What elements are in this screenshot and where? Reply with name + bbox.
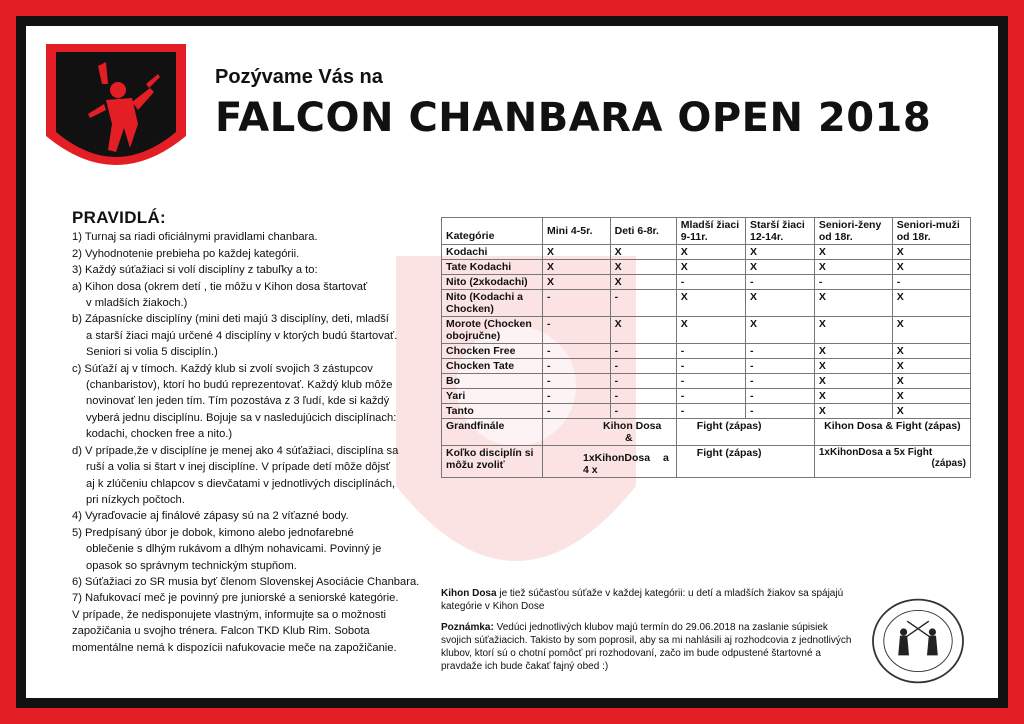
rule-line: momentálne nemá k dispozícii nafukovacie meče na zapožičanie.: [72, 641, 397, 654]
event-title: FALCON CHANBARA OPEN 2018: [215, 95, 932, 141]
table-cell: X: [543, 275, 611, 290]
rule-line: v mladších žiakoch.): [86, 297, 188, 310]
table-cell: X: [892, 245, 970, 260]
rule-line: zapožičania u svojho trénera. Falcon TKD Klub Rim. Sobota: [72, 625, 370, 638]
table-cell: X: [814, 359, 892, 374]
rule-line: aj k zlúčeniu chlapcov s dievčatami v jednotlivých disciplínách,: [86, 477, 396, 490]
organizer-note-label: Poznámka:: [441, 622, 494, 633]
table-cell: -: [610, 404, 676, 419]
count-row: [442, 446, 971, 478]
row-label: Koľko disciplín si môžu zvoliť: [442, 446, 543, 478]
table-cell: X: [543, 260, 611, 275]
rule-line: d) V prípade,že v disciplíne je menej ako 4 súťažiaci, disciplína sa: [72, 444, 399, 457]
table-cell: X: [676, 317, 745, 344]
rule-line: pri nízkych počtoch.: [86, 493, 185, 506]
table-row: [442, 389, 971, 404]
count-seniors-line1: 1xKihonDosa a 5x Fight: [818, 447, 933, 458]
rule-line: 4) Vyraďovacie aj finálové zápasy sú na 2 víťazné body.: [72, 510, 349, 523]
row-label: Tate Kodachi: [442, 260, 543, 275]
table-cell: X: [676, 290, 745, 317]
rule-line: opasok so správnym technickým stupňom.: [86, 559, 297, 572]
table-row: [442, 317, 971, 344]
table-cell: -: [543, 404, 611, 419]
row-label: Nito (Kodachi a Chocken): [442, 290, 543, 317]
table-cell: X: [814, 344, 892, 359]
grandfinale-row: [442, 419, 971, 446]
table-row: [442, 344, 971, 359]
table-cell: X: [814, 389, 892, 404]
row-label: Yari: [442, 389, 543, 404]
table-cell: -: [610, 359, 676, 374]
table-cell: X: [610, 317, 676, 344]
table-cell: -: [745, 275, 814, 290]
table-body: [442, 245, 971, 419]
table-cell: X: [814, 404, 892, 419]
table-row: [442, 260, 971, 275]
table-cell: -: [745, 359, 814, 374]
table-cell: X: [892, 374, 970, 389]
organizer-note-text: Vedúci jednotlivých klubov majú termín do 29.06.2018 na zaslanie súpisiek svojich súťažiacich. Takisto by som poprosil, aby sa mi nahlásili aj rozhodcovia z jednotlivých klubov, ktorí sú o chotní pomôcť pri rozhodovaní, začo im bude odpustené štartovné a pravdaže ich bude čakať fajný obed :): [441, 622, 852, 672]
header-cell: Mladší žiaci 9-11r.: [676, 218, 745, 245]
rule-line: a) Kihon dosa (okrem detí , tie môžu v Kihon dosa štartovať: [72, 280, 368, 293]
grandfinale-amp: &: [625, 432, 633, 444]
count-kids: [543, 446, 677, 478]
rules-section: [72, 210, 427, 656]
header-cell: Kategórie: [442, 218, 543, 245]
count-fight: Fight (zápas): [676, 446, 814, 478]
table-cell: X: [814, 290, 892, 317]
rule-line: 2) Vyhodnotenie prebieha po každej kategórii.: [72, 247, 300, 260]
table-cell: X: [892, 389, 970, 404]
count-seniors: [814, 446, 970, 478]
row-label: Chocken Free: [442, 344, 543, 359]
table-cell: -: [543, 359, 611, 374]
rule-line: c) Súťaží aj v tímoch. Každý klub si zvolí svojich 3 zástupcov: [72, 362, 373, 375]
table-cell: X: [676, 260, 745, 275]
table-cell: -: [745, 374, 814, 389]
table-cell: X: [814, 245, 892, 260]
table-cell: X: [610, 245, 676, 260]
table-cell: -: [676, 389, 745, 404]
table-cell: -: [676, 359, 745, 374]
header-cell: Starší žiaci 12-14r.: [745, 218, 814, 245]
falcon-shield-logo: [46, 44, 186, 192]
header-cell: Deti 6-8r.: [610, 218, 676, 245]
rule-line: 6) Súťažiaci zo SR musia byť členom Slovenskej Asociácie Chanbara.: [72, 575, 420, 588]
rule-line: kodachi, chocken free a nito.): [86, 428, 233, 441]
header-cell: Seniori-muži od 18r.: [892, 218, 970, 245]
table-cell: -: [543, 317, 611, 344]
table-cell: X: [892, 344, 970, 359]
kihon-note-label: Kihon Dosa: [441, 588, 497, 599]
row-label: Nito (2xkodachi): [442, 275, 543, 290]
table-cell: -: [892, 275, 970, 290]
rule-line: b) Zápasnícke disciplíny (mini deti majú 3 disciplíny, deti, mladší: [72, 313, 389, 326]
rule-line: 3) Každý súťažiaci si volí disciplíny z tabuľky a to:: [72, 264, 318, 277]
table-cell: -: [745, 344, 814, 359]
rule-line: 1) Turnaj sa riadi oficiálnymi pravidlami chanbara.: [72, 231, 318, 244]
count-fight-qty: a 4 x: [583, 452, 669, 476]
kihon-note-text: je tiež súčasťou súťaže v každej kategórii: u detí a mladších žiakov sa spájajú kategórie v Kihon Dose: [441, 588, 844, 612]
table-cell: -: [543, 389, 611, 404]
table-cell: X: [543, 245, 611, 260]
grandfinale-kihon: Kihon Dosa: [603, 420, 662, 432]
association-seal-logo: [858, 596, 978, 686]
count-seniors-line2: (zápas): [931, 458, 966, 469]
row-label: Kodachi: [442, 245, 543, 260]
table-row: [442, 359, 971, 374]
table-cell: -: [676, 344, 745, 359]
rule-line: Seniori si volia 5 disciplín.): [86, 346, 218, 359]
rules-heading: PRAVIDLÁ:: [72, 208, 166, 227]
table-cell: X: [892, 359, 970, 374]
rule-line: vyberá jednu disciplínu. Bojuje sa v nasledujúcich disciplínach:: [86, 411, 397, 424]
rule-line: 7) Nafukovací meč je povinný pre juniorské a seniorské kategórie.: [72, 592, 399, 605]
table-header-row: [442, 218, 971, 245]
grandfinale-seniors: Kihon Dosa & Fight (zápas): [814, 419, 970, 446]
table-cell: -: [543, 344, 611, 359]
table-cell: X: [745, 290, 814, 317]
table-cell: -: [543, 290, 611, 317]
table-row: [442, 404, 971, 419]
row-label: Grandfinále: [442, 419, 543, 446]
row-label: Tanto: [442, 404, 543, 419]
kihon-note: [441, 587, 861, 613]
invitation-subtitle: Pozývame Vás na: [215, 66, 383, 88]
table-cell: X: [814, 260, 892, 275]
table-cell: X: [610, 260, 676, 275]
row-label: Bo: [442, 374, 543, 389]
table-cell: X: [745, 317, 814, 344]
table-cell: X: [814, 317, 892, 344]
grandfinale-kids: [543, 419, 677, 446]
notes-section: [441, 587, 861, 681]
table-cell: X: [892, 317, 970, 344]
table-cell: -: [610, 389, 676, 404]
table-cell: -: [745, 404, 814, 419]
grandfinale-fight: Fight (zápas): [676, 419, 814, 446]
table-cell: -: [610, 290, 676, 317]
table-row: [442, 275, 971, 290]
header-cell: Seniori-ženy od 18r.: [814, 218, 892, 245]
header-cell: Mini 4-5r.: [543, 218, 611, 245]
table-cell: -: [745, 389, 814, 404]
table-row: [442, 374, 971, 389]
table-cell: -: [610, 374, 676, 389]
table-row: [442, 245, 971, 260]
row-label: Morote (Chocken obojručne): [442, 317, 543, 344]
table-cell: -: [814, 275, 892, 290]
table-cell: -: [676, 275, 745, 290]
rule-line: novinovať len jeden tím. Tím pozostáva z 3 ľudí, kde si každý: [86, 395, 390, 408]
table-cell: -: [543, 374, 611, 389]
rule-line: (chanbaristov), ktorí ho budú reprezentovať. Každý klub môže: [86, 379, 393, 392]
table-cell: -: [610, 344, 676, 359]
table-cell: X: [892, 290, 970, 317]
table-cell: X: [610, 275, 676, 290]
table-cell: X: [814, 374, 892, 389]
count-kihon: 1xKihonDosa: [583, 452, 651, 464]
table-row: [442, 290, 971, 317]
organizer-note: [441, 621, 861, 673]
category-table: [441, 217, 971, 478]
poster-canvas: [26, 26, 998, 698]
table-cell: -: [676, 374, 745, 389]
table-cell: X: [892, 260, 970, 275]
table-cell: X: [745, 245, 814, 260]
table-cell: X: [745, 260, 814, 275]
rule-line: V prípade, že nedisponujete vlastným, informujte sa o možnosti: [72, 608, 387, 621]
rule-line: 5) Predpísaný úbor je dobok, kimono alebo jednofarebné: [72, 526, 354, 539]
rule-line: a starší žiaci majú určené 4 disciplíny v ktorých budú štartovať.: [86, 329, 398, 342]
rule-line: oblečenie s dlhým rukávom a dlhým nohavicami. Povinný je: [86, 543, 382, 556]
row-label: Chocken Tate: [442, 359, 543, 374]
table-cell: -: [676, 404, 745, 419]
rule-line: ruší a volia si štart v inej disciplíne. V prípade detí môže dôjsť: [86, 461, 390, 474]
table-cell: X: [892, 404, 970, 419]
table-cell: X: [676, 245, 745, 260]
